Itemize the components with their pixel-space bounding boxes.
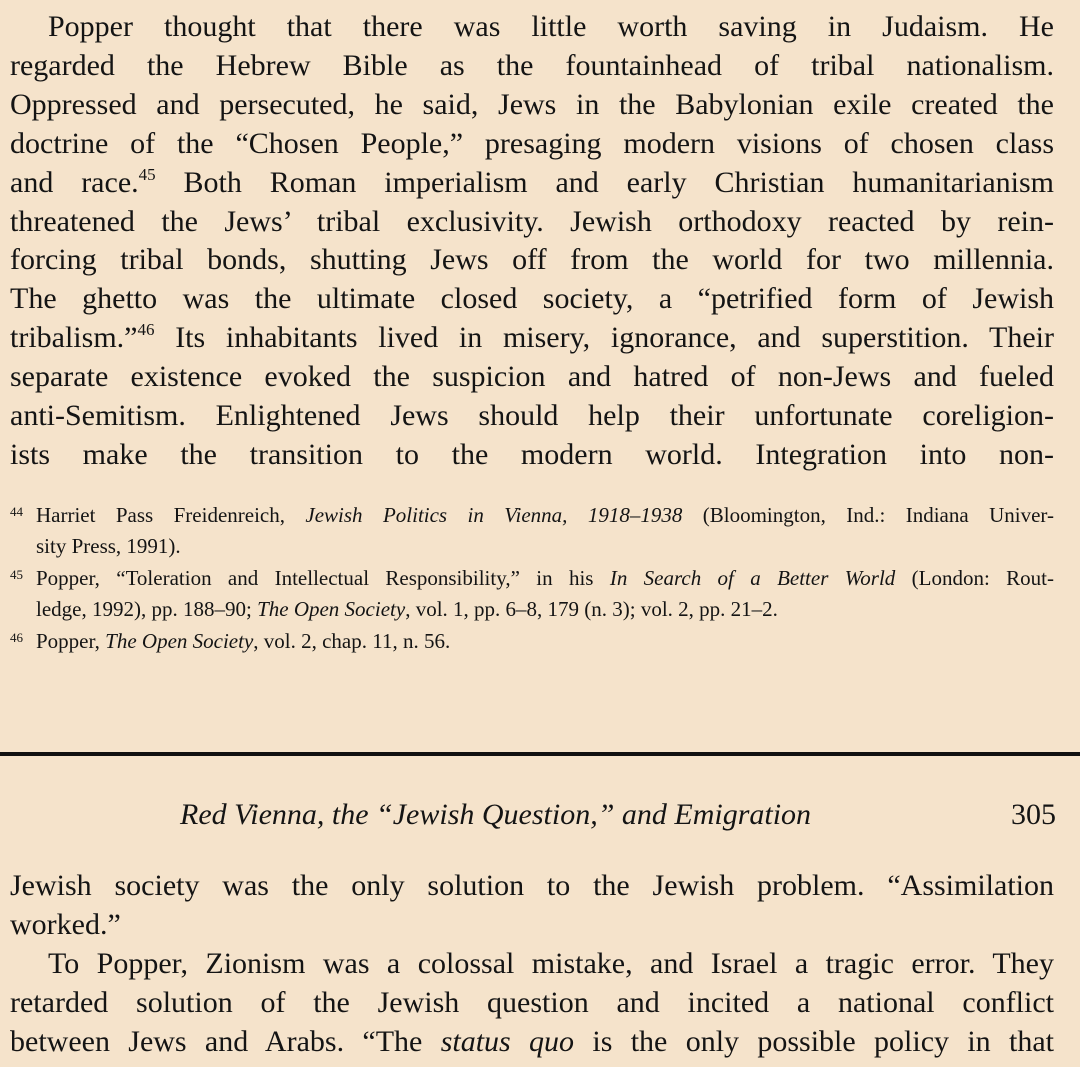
text-line: retarded solution of the Jewish question and incited a national conflict bbox=[10, 985, 1054, 1019]
footnote-number: 46 bbox=[10, 630, 23, 645]
text-segment: and race. bbox=[10, 165, 139, 199]
text-line: forcing tribal bonds, shutting Jews off from the world for two millennia. bbox=[10, 243, 1054, 277]
text-line: To Popper, Zionism was a colossal mistake, and Israel a tragic error. They bbox=[48, 946, 1054, 980]
body-paragraph bbox=[10, 8, 1054, 475]
footnote-number: 45 bbox=[10, 567, 23, 582]
text-line: threatened the Jews’ tribal exclusivity. Jewish orthodoxy reacted by rein- bbox=[10, 204, 1054, 238]
footnote-text: ledge, 1992), pp. 188–90; bbox=[36, 597, 258, 621]
footnote-number: 44 bbox=[10, 504, 23, 519]
footnote-text: Popper, “Toleration and Intellectual Responsibility,” in his bbox=[36, 566, 610, 590]
text-line: worked.” bbox=[10, 907, 121, 941]
footnote-ref-45: 45 bbox=[138, 164, 156, 184]
footnote-title: In Search of a Better World bbox=[609, 566, 896, 590]
footnote-text: , vol. 1, pp. 6–8, 179 (n. 3); vol. 2, pp. 21–2. bbox=[405, 597, 778, 621]
footnote-line bbox=[36, 563, 1054, 594]
footnote-text: (London: Rout- bbox=[895, 566, 1054, 590]
footnote-title: The Open Society bbox=[257, 597, 406, 621]
text-line: doctrine of the “Chosen People,” presaging modern visions of chosen class bbox=[10, 126, 1054, 160]
text-line bbox=[10, 164, 1054, 203]
text-line: The ghetto was the ultimate closed society, a “petrified form of Jewish bbox=[10, 282, 1054, 316]
footnotes bbox=[10, 500, 1054, 657]
footnote-44 bbox=[10, 500, 1054, 562]
footnote-line: sity Press, 1991). bbox=[36, 534, 181, 558]
footnote-46 bbox=[10, 626, 1054, 657]
text-line bbox=[10, 1023, 1054, 1062]
text-segment: between Jews and Arabs. “The bbox=[10, 1024, 441, 1058]
footnote-text: , vol. 2, chap. 11, n. 56. bbox=[253, 629, 451, 653]
footnote-text: (Bloomington, Ind.: Indiana Univer- bbox=[682, 503, 1054, 527]
text-line: separate existence evoked the suspicion and hatred of non-Jews and fueled bbox=[10, 360, 1054, 394]
text-line: Oppressed and persecuted, he said, Jews in the Babylonian exile created the bbox=[10, 87, 1054, 121]
text-segment: Its inhabitants lived in misery, ignorance, and superstition. Their bbox=[154, 321, 1054, 355]
text-line: Popper thought that there was little worth saving in Judaism. He bbox=[48, 10, 1054, 43]
text-line: regarded the Hebrew Bible as the fountainhead of tribal nationalism. bbox=[10, 48, 1054, 82]
footnote-ref-46: 46 bbox=[137, 320, 155, 340]
footnote-line bbox=[36, 594, 1054, 625]
footnote-title: The Open Society bbox=[105, 629, 254, 653]
running-head: Red Vienna, the “Jewish Question,” and Emigration bbox=[180, 798, 812, 831]
body-paragraph bbox=[10, 867, 1054, 1062]
text-line: Jewish society was the only solution to the Jewish problem. “Assimilation bbox=[10, 869, 1054, 902]
page-number: 305 bbox=[1011, 798, 1056, 831]
text-segment: is the only possible policy in that bbox=[574, 1024, 1054, 1058]
text-segment: Both Roman imperialism and early Christian humanitarianism bbox=[155, 165, 1054, 199]
footnote-text: Popper, bbox=[36, 629, 106, 653]
text-line: anti-Semitism. Enlightened Jews should help their unfortunate coreligion- bbox=[10, 399, 1054, 433]
footnote-line bbox=[36, 500, 1054, 531]
text-line: ists make the transition to the modern world. Integration into non- bbox=[10, 437, 1054, 471]
footnote-text: Harriet Pass Freidenreich, bbox=[36, 503, 306, 527]
text-line bbox=[10, 319, 1054, 358]
footnote-line bbox=[36, 626, 1054, 657]
footnote-45 bbox=[10, 563, 1054, 625]
italic-phrase: status quo bbox=[440, 1024, 575, 1058]
footnote-title: Jewish Politics in Vienna, 1918–1938 bbox=[305, 503, 683, 527]
lower-page bbox=[0, 756, 1080, 1067]
text-segment: tribalism.” bbox=[10, 321, 138, 355]
